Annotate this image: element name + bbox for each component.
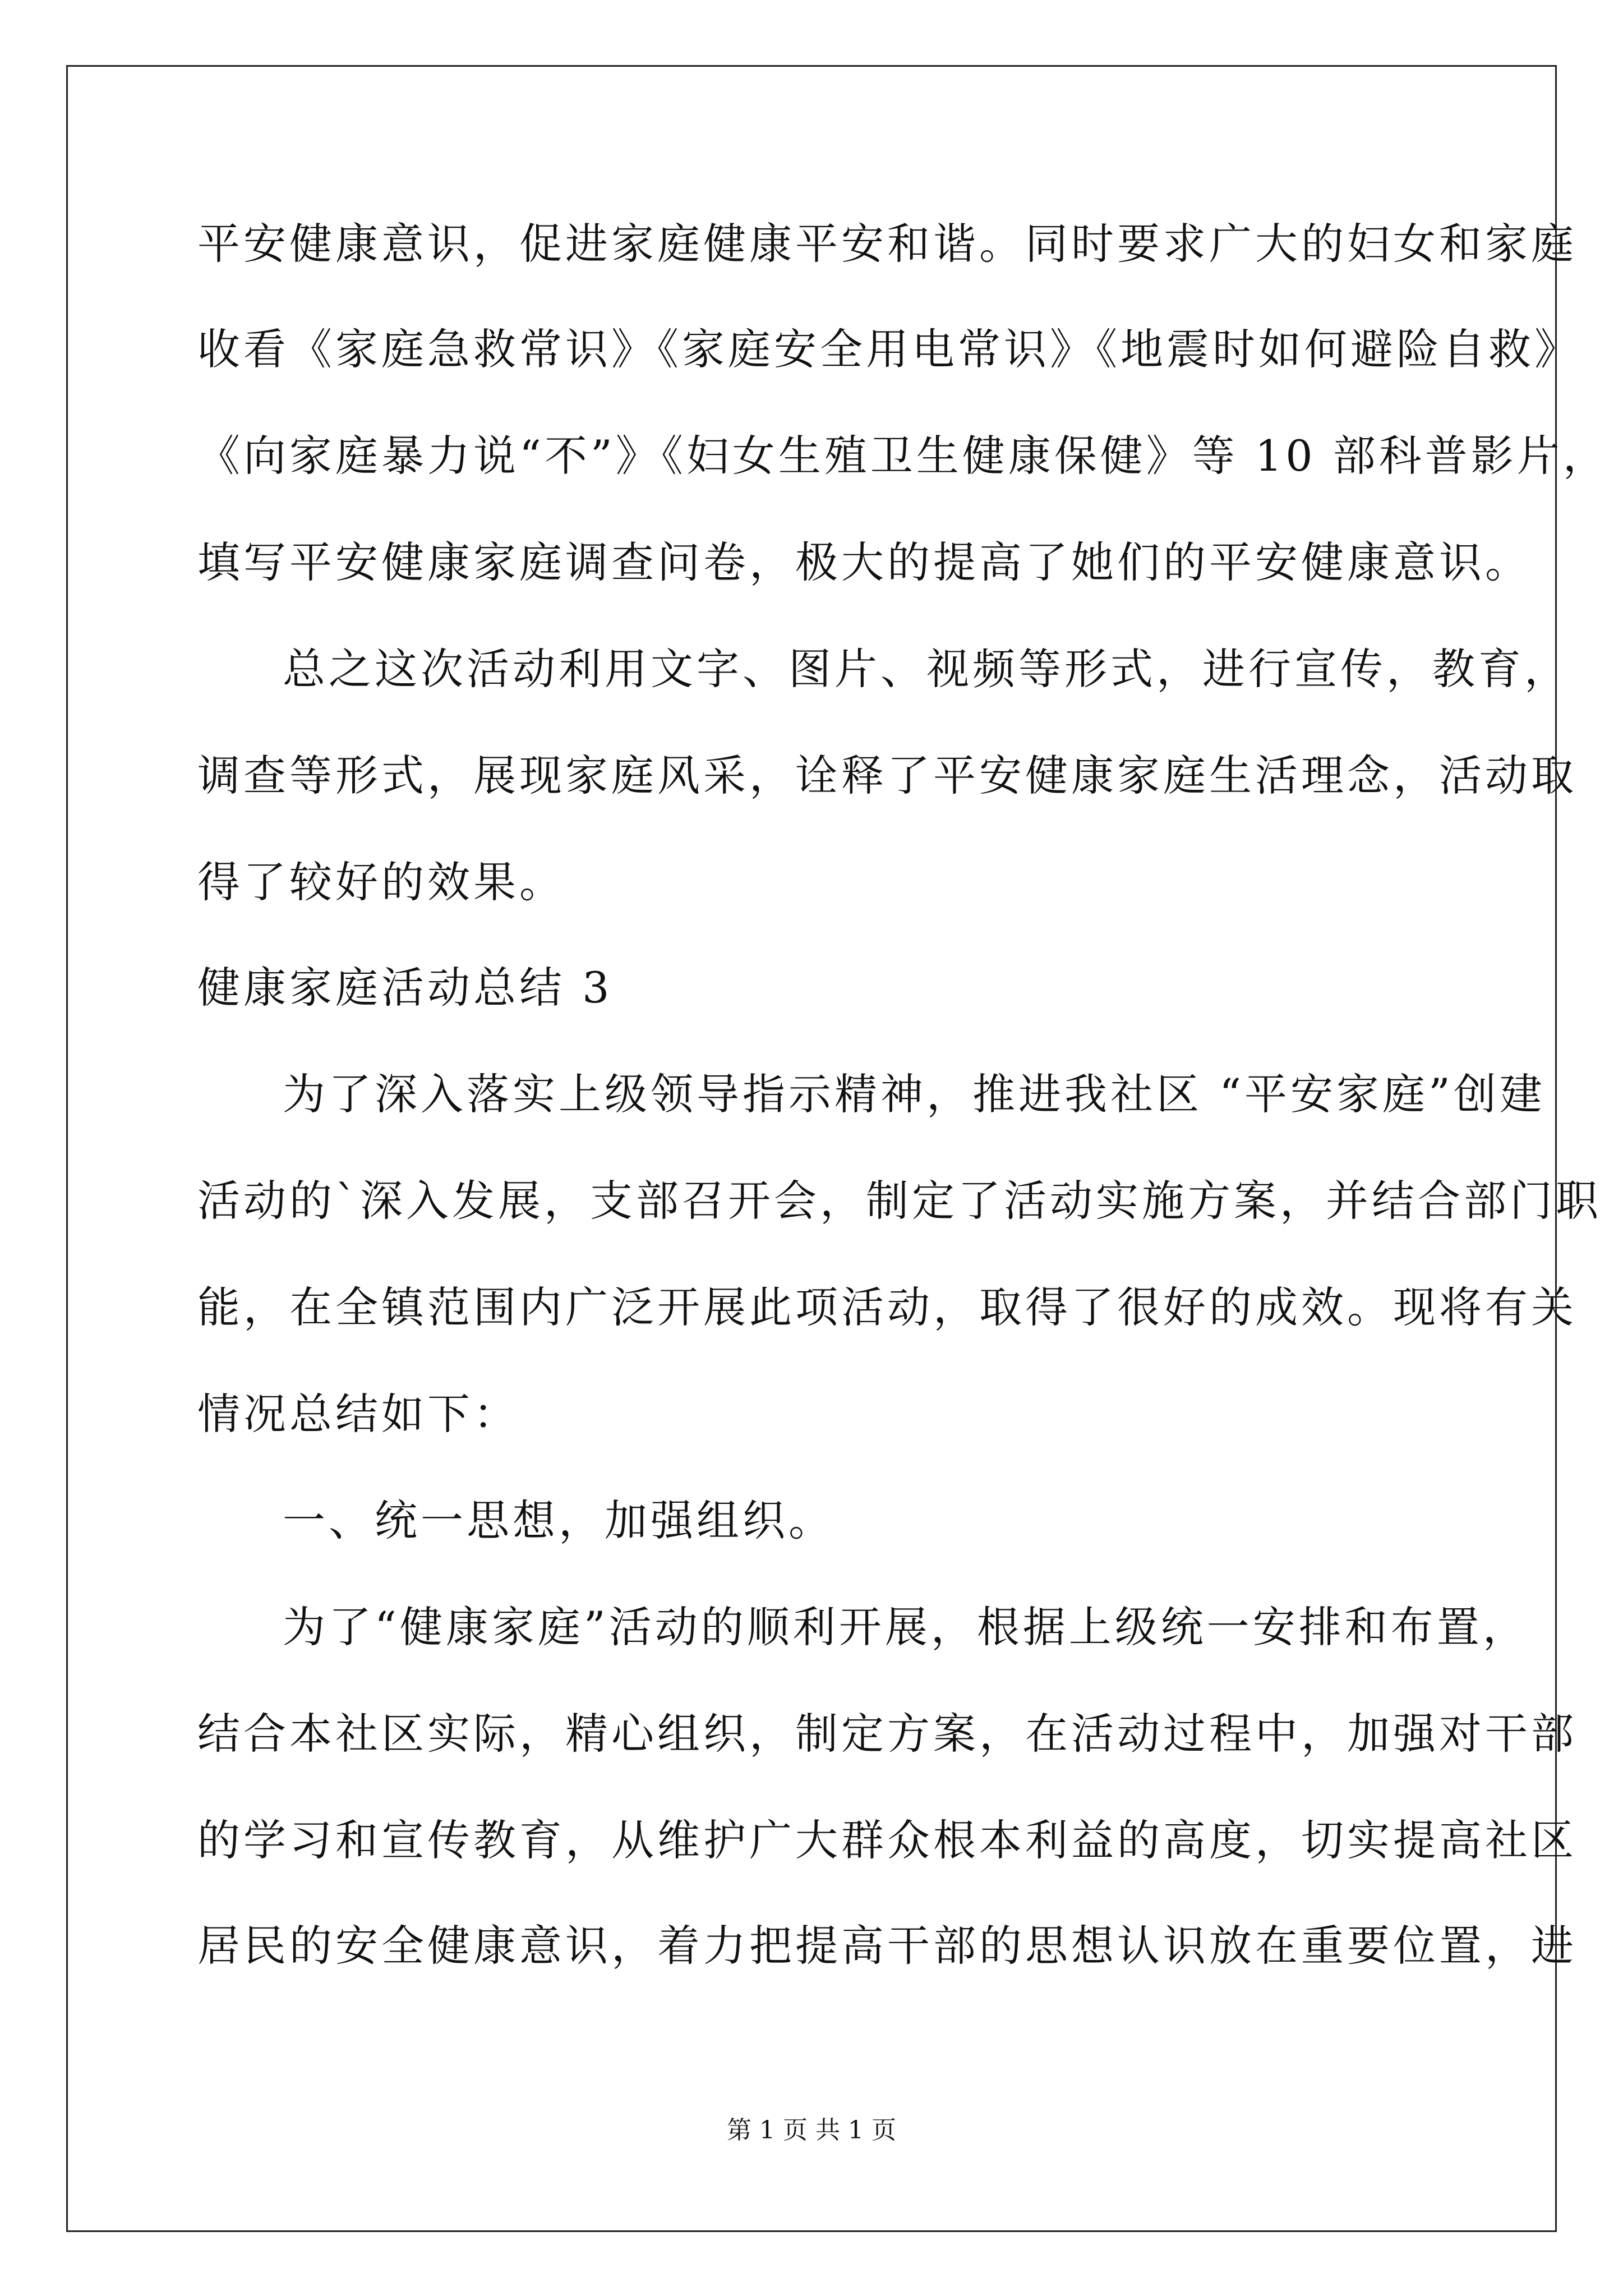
body-line: 活动的`深入发展，支部召开会，制定了活动实施方案，并结合部门职 — [197, 1176, 1602, 1226]
section-heading: 健康家庭活动总结 3 — [197, 963, 613, 1013]
subheading: 一、统一思想，加强组织。 — [283, 1496, 834, 1545]
page-border — [66, 65, 1557, 2232]
body-line: 调查等形式，展现家庭风采，诠释了平安健康家庭生活理念，活动取 — [197, 751, 1577, 800]
body-line: 结合本社区实际，精心组织，制定方案，在活动过程中，加强对干部 — [197, 1709, 1577, 1759]
page-footer: 第 1 页 共 1 页 — [727, 2116, 896, 2145]
body-line: 《向家庭暴力说“不”》《妇女生殖卫生健康保健》等 10 部科普影片， — [197, 431, 1609, 481]
body-line: 为了“健康家庭”活动的顺利开展，根据上级统一安排和布置， — [283, 1602, 1529, 1652]
body-line: 情况总结如下： — [197, 1389, 519, 1439]
body-line: 的学习和宣传教育，从维护广大群众根本利益的高度，切实提高社区 — [197, 1815, 1577, 1865]
body-line: 总之这次活动利用文字、图片、视频等形式，进行宣传，教育， — [283, 644, 1570, 694]
body-line: 填写平安健康家庭调查问卷，极大的提高了她们的平安健康意识。 — [197, 537, 1531, 587]
body-line: 收看《家庭急救常识》《家庭安全用电常识》《地震时如何避险自救》 — [197, 324, 1580, 374]
body-line: 能，在全镇范围内广泛开展此项活动，取得了很好的成效。现将有关 — [197, 1282, 1577, 1332]
body-line: 平安健康意识，促进家庭健康平安和谐。同时要求广大的妇女和家庭 — [197, 219, 1577, 269]
body-line: 得了较好的效果。 — [197, 857, 565, 907]
body-line: 居民的安全健康意识，着力把提高干部的思想认识放在重要位置，进 — [197, 1921, 1577, 1971]
body-line: 为了深入落实上级领导指示精神，推进我社区 “平安家庭”创建 — [283, 1069, 1546, 1119]
